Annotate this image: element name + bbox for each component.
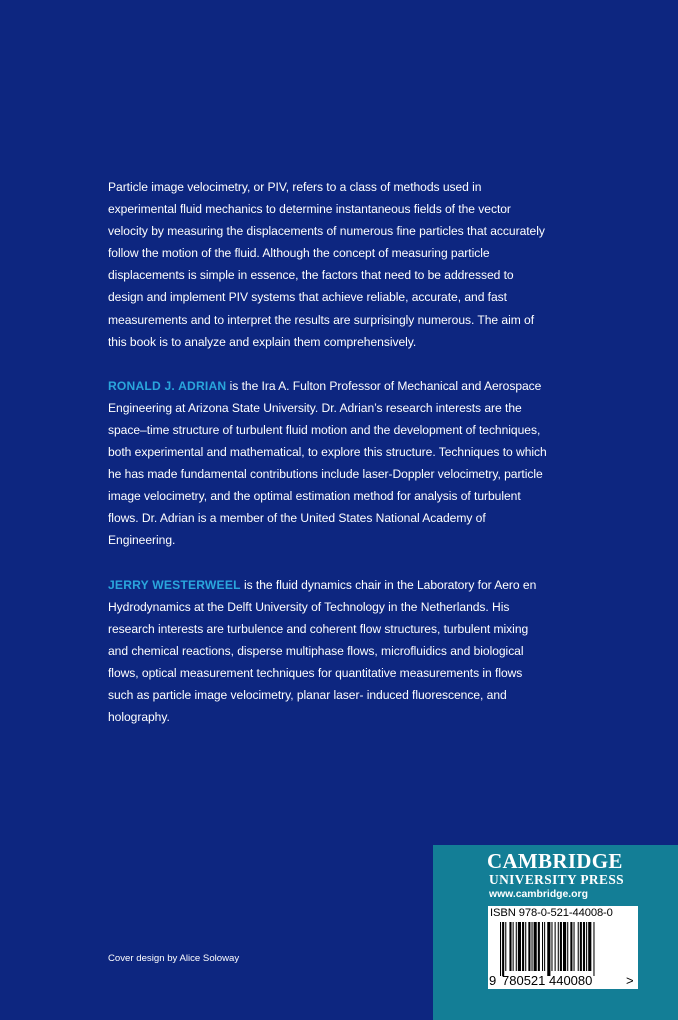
publisher-logo: CAMBRIDGE [487,849,623,873]
author-name: RONALD J. ADRIAN [108,378,227,393]
author-bio-westerweel [108,574,548,729]
barcode-digits: 780521 440080 [502,973,593,988]
cover-design-credit: Cover design by Alice Soloway [108,953,240,964]
isbn-barcode [488,906,638,989]
author-bio-adrian [108,375,548,552]
isbn-label: ISBN 978-0-521-44008-0 [490,907,613,919]
cover-text [108,176,548,750]
svg-text:9: 9 [489,973,497,988]
publisher-panel [433,845,678,1020]
author-name: JERRY WESTERWEEL [108,577,241,592]
publisher-url: www.cambridge.org [489,889,588,900]
intro-paragraph [108,176,548,353]
barcode-arrow: > [626,973,634,988]
intro-text: Particle image velocimetry, or PIV, refers to a class of methods used in experimental fluid mechanics to determine instantaneous fields of the vector velocity by measuring the displacements of numerous fine particles that accurately follow the motion of the fluid. Although the concept of measuring particle displacements is simple in essence, the factors that need to be addressed to design and implement PIV systems that achieve reliable, accurate, and fast measurements and to interpret the results are surprisingly numerous. The aim of this book is to analyze and explain them comprehensively. [108,180,545,349]
author-bio-text: is the Ira A. Fulton Professor of Mechanical and Aerospace Engineering at Arizona State University. Dr. Adrian’s research interests are the space–time structure of turbulent fluid motion and the development of techniques, both experimental and mathematical, to explore this structure. Techniques to which he has made fundamental contributions include laser-Doppler velocimetry, particle image velocimetry, and the optimal estimation method for analysis of turbulent flows. Dr. Adrian is a member of the United States National Academy of Engineering. [108,378,547,548]
publisher-subtitle: UNIVERSITY PRESS [489,872,625,887]
barcode-icon [488,922,638,989]
author-bio-text: is the fluid dynamics chair in the Laboratory for Aero en Hydrodynamics at the Delft University of Technology in the Netherlands. His research interests are turbulence and coherent flow structures, turbulent mixing and chemical reactions, disperse multiphase flows, microfluidics and biological flows, optical measurement techniques for quantitative measurements in flows such as particle image velocimetry, planar laser- induced fluorescence, and holography. [108,577,537,725]
